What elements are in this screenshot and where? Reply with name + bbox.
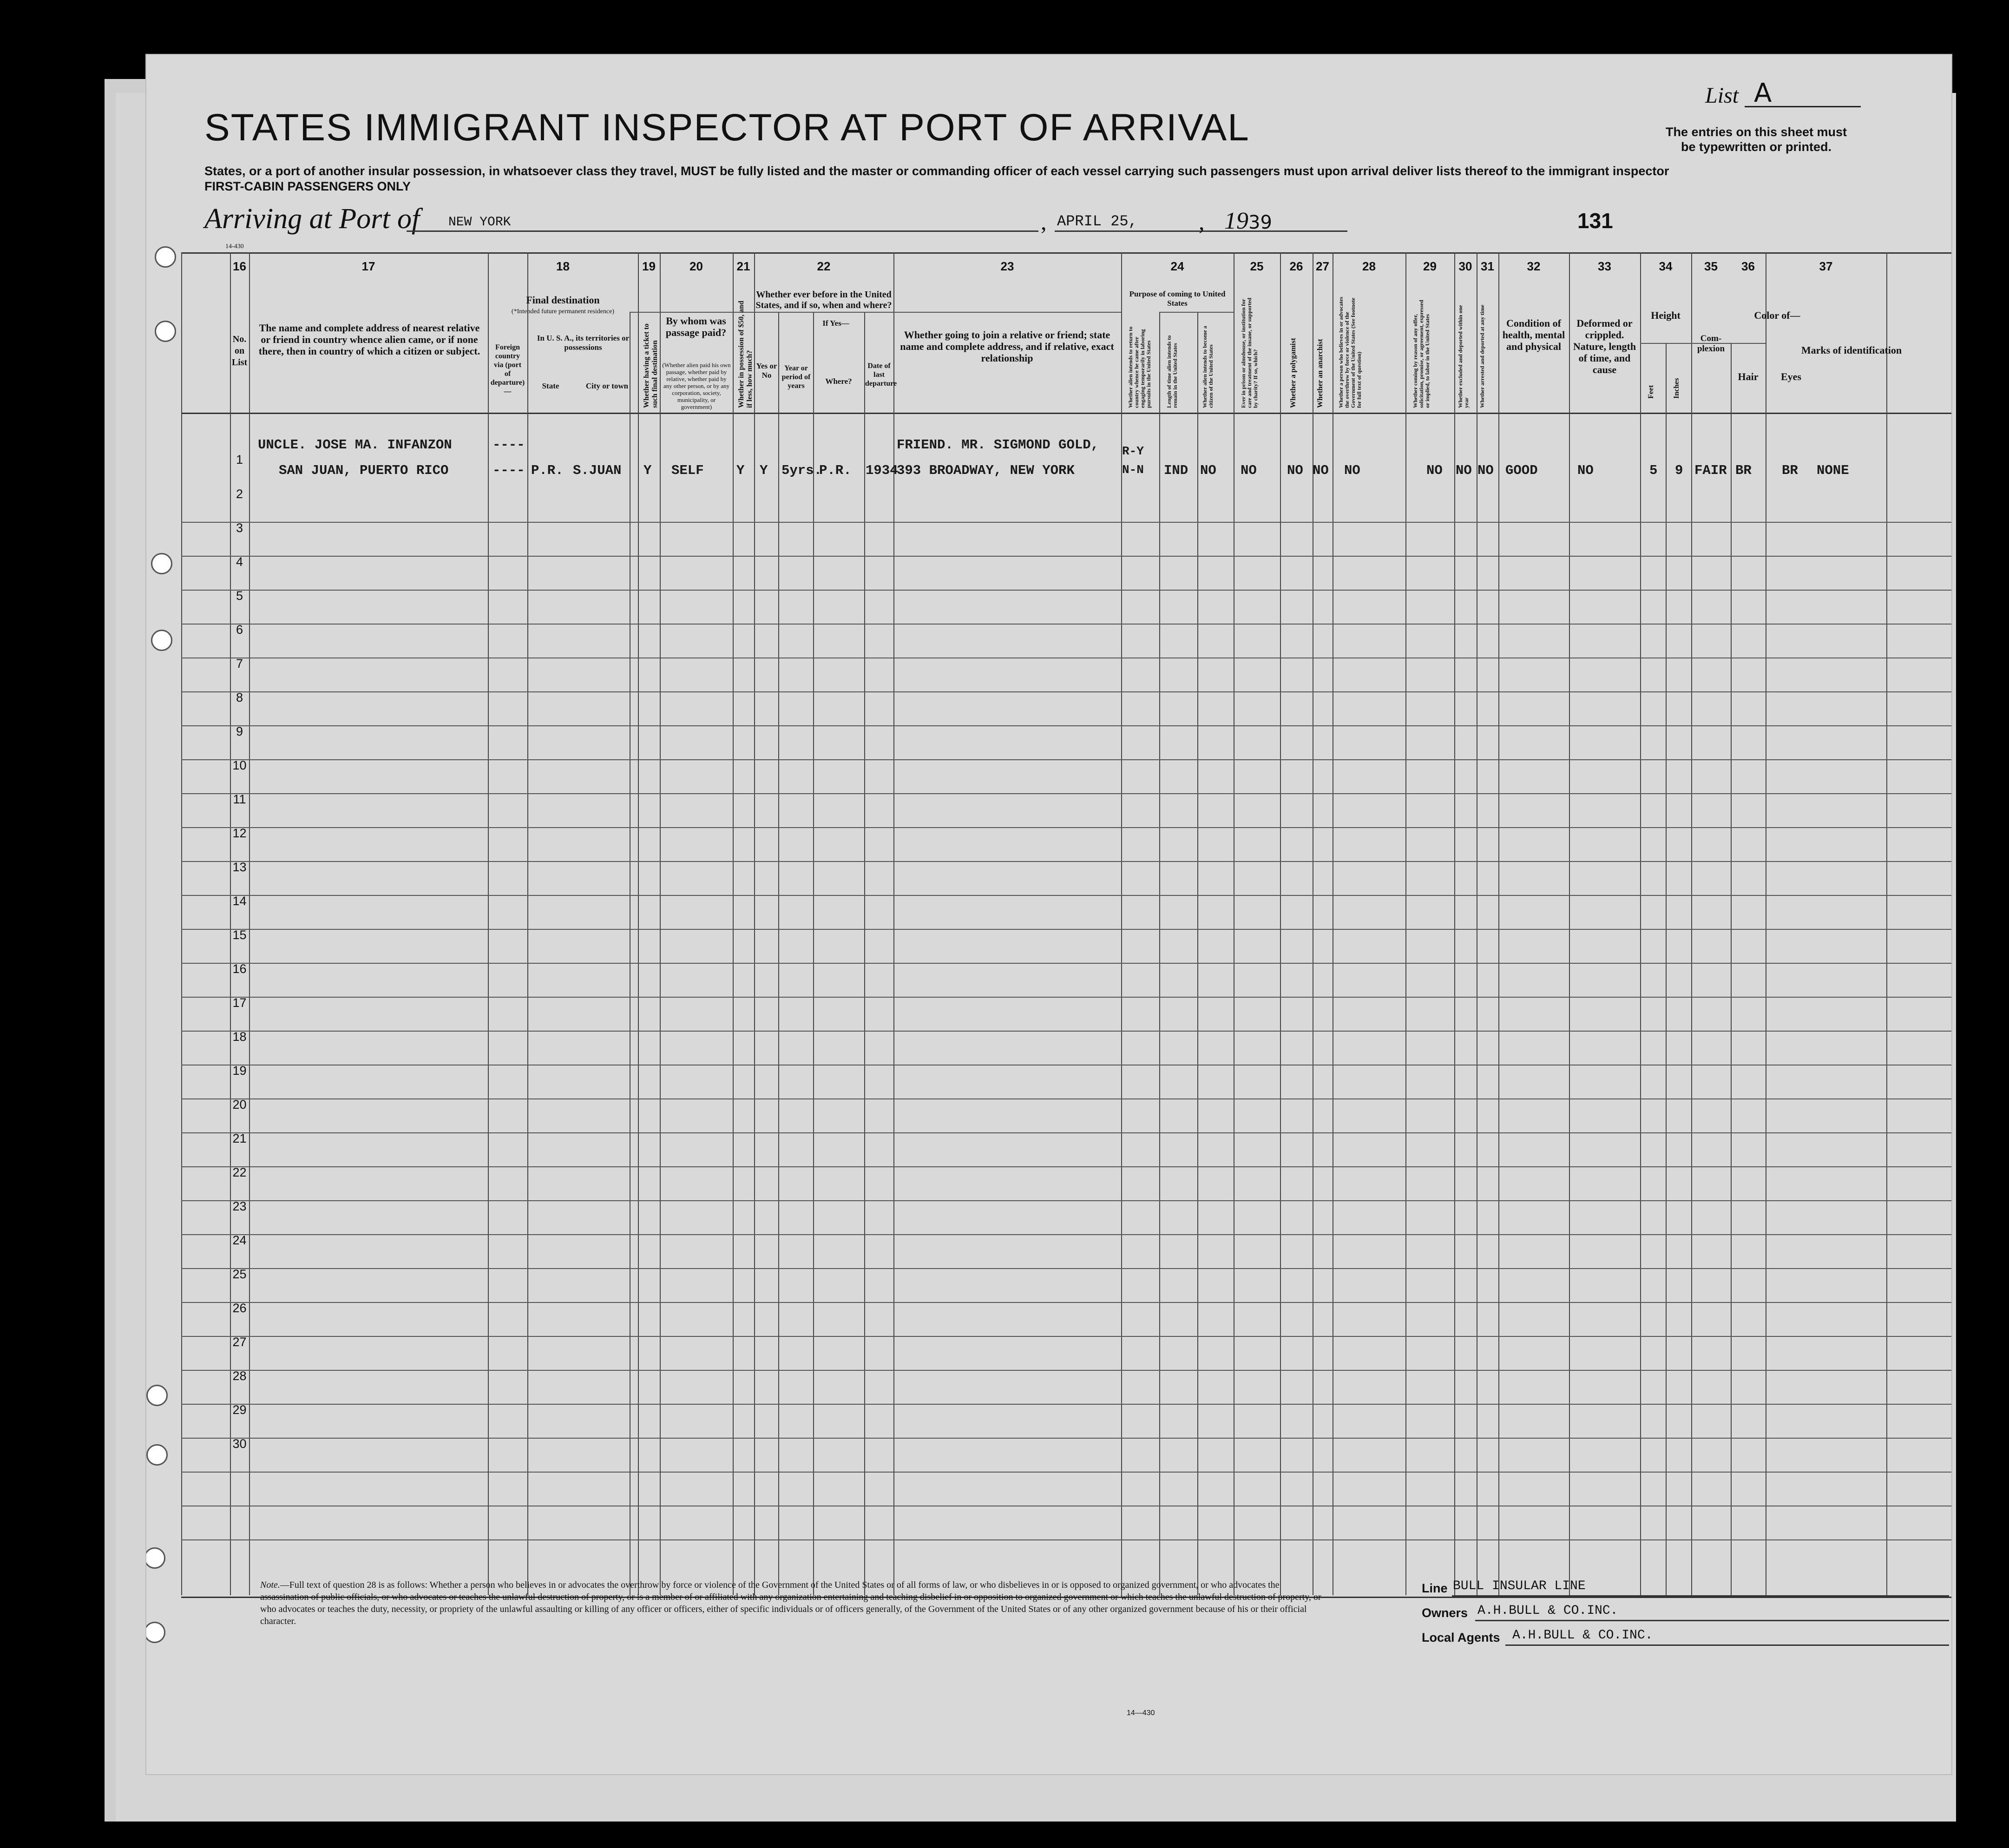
entry-eyes: BR xyxy=(1782,463,1798,478)
col-line xyxy=(1731,343,1732,1595)
colnum-17: 17 xyxy=(361,259,375,273)
year-prefix: 19 xyxy=(1224,208,1248,234)
form-class: FIRST-CABIN PASSENGERS ONLY xyxy=(204,179,411,193)
col-line xyxy=(1569,252,1570,1595)
entry-deformed: NO xyxy=(1577,463,1594,478)
hdr-polygamist: Whether a polygamist xyxy=(1289,338,1297,408)
page-number: 131 xyxy=(1577,209,1613,233)
form-instructions: States, or a port of another insular possession, in whatsoever class they travel, MUST be fully listed and the master or commanding officer of each vessel carrying such passengers must upon arrival deliver lists thereof to the immigrant inspector xyxy=(204,164,1669,178)
row-rule xyxy=(181,793,1951,794)
col-line xyxy=(181,252,182,1595)
row-number: 3 xyxy=(236,521,243,535)
row-number: 21 xyxy=(232,1131,247,1145)
colnum-35: 35 xyxy=(1704,259,1718,273)
entry-height-inches: 9 xyxy=(1675,463,1683,478)
row-rule xyxy=(181,624,1951,625)
port-value: NEW YORK xyxy=(448,215,511,230)
col-line xyxy=(1666,343,1667,1595)
entry-marks: NONE xyxy=(1817,463,1849,478)
hdr-join-relative: Whether going to join a relative or friend; state name and complete address, and if relative, exact relationship xyxy=(900,329,1114,364)
entry-relative-line2: SAN JUAN, PUERTO RICO xyxy=(279,463,449,478)
row-number: 20 xyxy=(232,1098,247,1111)
hdr-eyes: Eyes xyxy=(1781,371,1801,382)
colnum-26: 26 xyxy=(1289,259,1303,273)
comma: , xyxy=(1041,209,1047,235)
row-number: 9 xyxy=(236,724,243,738)
binder-hole xyxy=(146,1385,168,1406)
manifest-table xyxy=(181,252,1951,1598)
hdr-yes-no: Yes or No xyxy=(756,362,777,380)
entry-purpose-top: R-Y xyxy=(1122,444,1144,458)
footnote-label: Note. xyxy=(260,1580,280,1590)
row-number: 14 xyxy=(232,894,247,908)
row-number: 30 xyxy=(232,1437,247,1451)
binder-hole xyxy=(151,553,172,574)
line-label: Line xyxy=(1422,1581,1448,1595)
binder-hole xyxy=(151,630,172,651)
footnote-text: —Full text of question 28 is as follows: Whether a person who believes in or advocates the overthrow by force or violence of the Government of the United States or of all forms of law, or who disbelieves in or is opposed to organized government, or who advocates the assassination of public officials, or who advocates or teaches the unlawful destruction of property, or is a member of or affiliated with any organization entertaining and teaching disbelief in or opposition to organized government or which teaches the unlawful destruction of property, or who advocates or teaches the duty, necessity, or propriety of the unlawful assaulting or killing of any officer or officers, either of specific individuals or of officers generally, of the Government of the United States or of any other organized government because of his or their official character. xyxy=(260,1580,1321,1626)
row-rule xyxy=(181,759,1951,760)
hdr-feet: Feet xyxy=(1647,385,1655,399)
hdr-overthrow: Whether a person who believes in or advocates the overthrow by force or violence of the Government of the United States (See footnote for full text of question) xyxy=(1338,296,1362,408)
colnum-19: 19 xyxy=(642,259,656,273)
row-rule xyxy=(181,556,1951,557)
hdr-passage-paid-note: (Whether alien paid his own passage, whether paid by relative, whether paid by any other person, or by any corporation, society, municipality, or government) xyxy=(662,362,731,410)
entry-join-line1: FRIEND. MR. SIGMOND GOLD, xyxy=(897,437,1099,453)
hdr-years: Year or period of years xyxy=(781,364,811,390)
row-number: 28 xyxy=(232,1369,247,1383)
row-rule xyxy=(181,1472,1951,1473)
owners-value: A.H.BULL & CO.INC. xyxy=(1477,1604,1618,1618)
row-rule xyxy=(181,1336,1951,1337)
binder-hole xyxy=(155,321,176,342)
hdr-foreign-country: Foreign country via (port of departure)— xyxy=(490,343,525,395)
row-number: 10 xyxy=(232,758,247,772)
hdr-deformed: Deformed or crippled. Nature, length of time, and cause xyxy=(1573,317,1636,375)
hdr-in-usa: In U. S. A., its territories or possessions xyxy=(537,334,630,352)
agents-underline xyxy=(1505,1644,1949,1646)
row-rule xyxy=(181,1234,1951,1235)
colnum-32: 32 xyxy=(1527,259,1541,273)
col-line xyxy=(1405,252,1406,1595)
hdr-if-yes: If Yes— xyxy=(822,319,849,328)
hdr-hair: Hair xyxy=(1738,371,1759,382)
hdr-height: Height xyxy=(1651,309,1681,321)
hdr-ever-before: Whether ever before in the United States, and if so, when and where? xyxy=(755,289,892,310)
binder-hole xyxy=(155,246,176,268)
hdr-final-destination: Final destination xyxy=(526,294,600,306)
colnum-30: 30 xyxy=(1458,259,1472,273)
hdr-labor-offer: Whether coming by reason of any offer, solicitation, promise, or agreement, expressed or implied, to labor in the United States xyxy=(1412,300,1431,408)
hdr-passage-paid: By whom was passage paid? xyxy=(665,315,727,338)
row-number: 8 xyxy=(236,691,243,704)
row-rule xyxy=(181,1404,1951,1405)
entry-height-feet: 5 xyxy=(1649,463,1658,478)
form-number: 14—430 xyxy=(1127,1709,1155,1717)
colnum-25: 25 xyxy=(1250,259,1264,273)
hdr-prison: Ever in prison or almshouse, or institution for care and treatment of the insane, or supported by charity? If so, which? xyxy=(1240,297,1259,408)
hdr-marks: Marks of identification xyxy=(1801,344,1902,356)
colnum-37: 37 xyxy=(1819,259,1833,273)
binder-hole xyxy=(146,1547,165,1569)
col-line xyxy=(754,252,755,1595)
row-number: 4 xyxy=(236,555,243,569)
entry-deported: NO xyxy=(1477,463,1494,478)
row-rule xyxy=(181,691,1951,692)
colnum-24: 24 xyxy=(1170,259,1184,273)
hdr-fifty-dollars: Whether in possession of $50, and if less, how much? xyxy=(737,301,754,408)
hdr-inches: Inches xyxy=(1673,378,1681,399)
entry-paid-by: SELF xyxy=(671,463,704,478)
entry-prison: NO xyxy=(1241,463,1257,478)
colnum-29: 29 xyxy=(1423,259,1437,273)
col-line xyxy=(1640,252,1641,1595)
hdr-purpose-a: Whether alien intends to return to country whence he came after engaging temporarily in laboring pursuits in the United States xyxy=(1127,326,1152,408)
row-rule xyxy=(181,1200,1951,1201)
col-line xyxy=(733,252,734,1595)
row-number: 25 xyxy=(232,1267,247,1281)
row-number: 6 xyxy=(236,623,243,637)
row-rule xyxy=(181,861,1951,862)
entry-polygamist: NO xyxy=(1287,463,1303,478)
hdr-purpose-c: Whether alien intends to become a citizen of the United States xyxy=(1201,326,1214,408)
col-line xyxy=(1886,252,1887,1595)
owners-label: Owners xyxy=(1422,1606,1468,1620)
col-line xyxy=(778,312,779,1595)
manifest-page xyxy=(146,55,1951,1774)
row-rule xyxy=(181,522,1951,523)
row-rule xyxy=(181,895,1951,896)
row-rule xyxy=(181,1539,1951,1540)
row-rule xyxy=(181,1166,1951,1167)
entry-anarchist: NO xyxy=(1313,463,1329,478)
colnum-36: 36 xyxy=(1741,259,1755,273)
arriving-label: Arriving at Port of xyxy=(204,203,420,235)
row-rule xyxy=(181,1098,1951,1099)
entry-complexion: FAIR xyxy=(1694,463,1727,478)
entry-excluded: NO xyxy=(1456,463,1472,478)
hdr-health: Condition of health, mental and physical xyxy=(1502,317,1565,352)
col-line xyxy=(1280,252,1281,1595)
form-title: STATES IMMIGRANT INSPECTOR AT PORT OF ARRIVAL xyxy=(204,106,1250,149)
colnum-18: 18 xyxy=(556,259,570,273)
colnum-23: 23 xyxy=(1000,259,1014,273)
comma-2: , xyxy=(1199,209,1205,235)
entry-hair: BR xyxy=(1735,463,1752,478)
typewritten-note: The entries on this sheet must be typewritten or printed. xyxy=(1665,125,1847,154)
col-line xyxy=(1454,252,1455,1595)
row-number: 16 xyxy=(232,962,247,976)
hdr-no-on-list: No. on List xyxy=(231,334,248,368)
row-number: 19 xyxy=(232,1064,247,1078)
col-line xyxy=(893,252,894,1595)
hdr-nearest-relative: The name and complete address of nearest relative or friend in country whence alien came, or if none there, then in country of which a citizen or subject. xyxy=(258,322,480,357)
row-rule xyxy=(181,1132,1951,1133)
entry-fifty-dollars: Y xyxy=(736,463,745,478)
entry-join-line2: 393 BROADWAY, NEW YORK xyxy=(897,463,1075,478)
entry-labor-offer: NO xyxy=(1426,463,1443,478)
col-line xyxy=(488,252,489,1595)
row-rule xyxy=(181,590,1951,591)
row-rule xyxy=(181,997,1951,998)
port-underline xyxy=(407,230,1038,232)
year-suffix: 39 xyxy=(1248,212,1272,233)
col-line xyxy=(864,312,865,1595)
entry-state: P.R. xyxy=(531,463,564,478)
col-line xyxy=(660,252,661,1595)
entry-city: S.JUAN xyxy=(573,463,622,478)
row-rule xyxy=(181,1031,1951,1032)
row-rule xyxy=(181,1438,1951,1439)
hdr-ticket: Whether having a ticket to such final destination xyxy=(643,323,659,408)
binder-hole xyxy=(146,1444,168,1466)
hdr-city: City or town xyxy=(585,381,629,390)
form-mark-top: 14-430 xyxy=(225,243,244,250)
row-number: 26 xyxy=(232,1301,247,1315)
colnum-22: 22 xyxy=(817,259,831,273)
row-number: 15 xyxy=(232,928,247,942)
entry-overthrow: NO xyxy=(1344,463,1360,478)
row-rule xyxy=(181,1268,1951,1269)
hdr-state: State xyxy=(542,381,559,390)
row-rule xyxy=(181,963,1951,964)
row-number: 13 xyxy=(232,860,247,874)
col-line xyxy=(1197,312,1198,1595)
list-label: List xyxy=(1705,83,1739,108)
row-number: 23 xyxy=(232,1199,247,1213)
entry-where: P.R. xyxy=(819,463,852,478)
hdr-excluded: Whether excluded and deported within one year xyxy=(1457,305,1470,408)
hdr-complexion: Com- plexion xyxy=(1697,334,1725,354)
footnote-question-28 xyxy=(260,1579,1324,1627)
year xyxy=(1224,207,1272,235)
header-bottom-rule xyxy=(181,413,1951,414)
row-rule xyxy=(181,929,1951,930)
line-value: BULL INSULAR LINE xyxy=(1453,1579,1586,1593)
subheader-rule xyxy=(1159,312,1234,313)
agents-value: A.H.BULL & CO.INC. xyxy=(1512,1628,1653,1643)
hdr-final-destination-note: (*Intended future permanent residence) xyxy=(511,308,615,315)
entry-relative-line1: UNCLE. JOSE MA. INFANZON xyxy=(258,437,452,453)
row-number: 29 xyxy=(232,1403,247,1417)
row-number: 24 xyxy=(232,1233,247,1247)
list-value: A xyxy=(1754,78,1772,108)
date-value: APRIL 25, xyxy=(1057,213,1137,230)
hdr-where: Where? xyxy=(825,377,852,386)
entry-ever-before: Y xyxy=(760,463,768,478)
hdr-anarchist: Whether an anarchist xyxy=(1316,339,1324,408)
row-number: 1 xyxy=(236,453,243,467)
col-line xyxy=(813,312,814,1595)
agents-label: Local Agents xyxy=(1422,1631,1500,1644)
entry-citizen: NO xyxy=(1200,463,1216,478)
col-line xyxy=(527,252,528,1595)
col-line xyxy=(1498,252,1499,1595)
entry-last-departure: 1934 xyxy=(866,463,898,478)
colnum-33: 33 xyxy=(1598,259,1611,273)
entry-ticket: Y xyxy=(643,463,652,478)
line-underline xyxy=(1452,1595,1949,1597)
row-number: 17 xyxy=(232,996,247,1010)
hdr-color-of: Color of— xyxy=(1754,309,1800,321)
colnum-34: 34 xyxy=(1659,259,1673,273)
col-line xyxy=(638,252,639,1595)
col-line xyxy=(1691,252,1692,1595)
colnum-28: 28 xyxy=(1362,259,1376,273)
row-number: 27 xyxy=(232,1335,247,1349)
hdr-deported: Whether arrested and deported at any time xyxy=(1479,304,1485,408)
row-rule xyxy=(181,827,1951,828)
row-rule xyxy=(181,725,1951,726)
row-number: 18 xyxy=(232,1030,247,1044)
entry-length-of-stay: IND xyxy=(1164,463,1188,478)
row-number: 7 xyxy=(236,657,243,671)
subheader-rule xyxy=(630,312,1121,313)
hdr-purpose-b: Length of time alien intends to remain in the United States xyxy=(1166,335,1178,408)
row-number: 2 xyxy=(236,487,243,501)
colnum-31: 31 xyxy=(1481,259,1494,273)
row-number: 12 xyxy=(232,826,247,840)
row-number: 5 xyxy=(236,589,243,603)
binder-hole xyxy=(146,1622,165,1643)
entry-purpose-bottom: N-N xyxy=(1122,463,1144,477)
colnum-21: 21 xyxy=(736,259,750,273)
colnum-27: 27 xyxy=(1316,259,1329,273)
row-number: 22 xyxy=(232,1165,247,1179)
row-rule xyxy=(181,1302,1951,1303)
col-line xyxy=(1159,312,1160,1595)
entry-health: GOOD xyxy=(1505,463,1538,478)
owners-underline xyxy=(1475,1620,1949,1621)
colnum-20: 20 xyxy=(689,259,703,273)
entry-foreign-country: ---- xyxy=(492,463,525,478)
row-number: 11 xyxy=(233,792,246,806)
hdr-purpose: Purpose of coming to United States xyxy=(1129,289,1226,308)
row-rule xyxy=(181,1370,1951,1371)
entry-foreign-dash-top: ---- xyxy=(492,437,525,453)
col-line xyxy=(249,252,250,1595)
entry-years: 5yrs. xyxy=(781,463,822,478)
colnum-16: 16 xyxy=(233,259,246,273)
hdr-last-departure: Date of last departure xyxy=(865,362,897,388)
